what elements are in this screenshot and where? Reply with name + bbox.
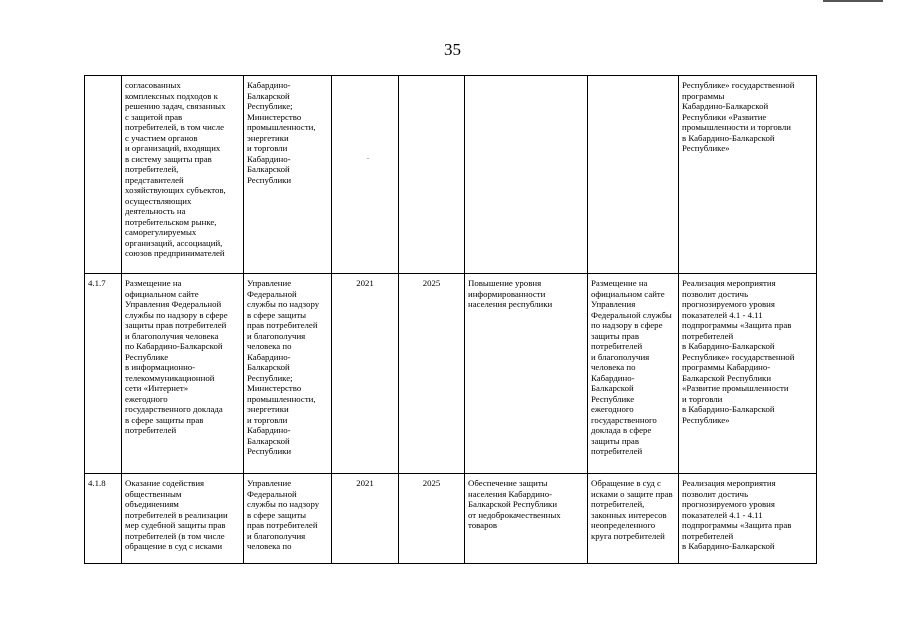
row-number: 4.1.8 <box>85 474 122 564</box>
start-year-cell <box>332 76 399 274</box>
measures-table <box>84 75 817 564</box>
executor-cell: Управление Федеральной службы по надзору в сфере защиты прав потребителей и благополучия человека по <box>244 474 332 564</box>
expected-result-cell <box>465 76 588 274</box>
start-year-cell: 2021 <box>332 274 399 474</box>
expected-result-cell: Обеспечение защиты населения Кабардино- Балкарской Республики от недоброкачественных товаров <box>465 474 588 564</box>
measure-cell: Размещение на официальном сайте Управления Федеральной службы по надзору в сфере защиты прав потребителей и благополучия человека по Кабардино-Балкарской Республике в информационно- телекоммуникационной сети «Интернет» ежегодного государственного доклада в сфере защиты прав потребителей <box>122 274 244 474</box>
row-number <box>85 76 122 274</box>
top-rule <box>823 0 883 2</box>
executor-cell: Управление Федеральной службы по надзору в сфере защиты прав потребителей и благополучия человека по Кабардино- Балкарской Республике; Министерство промышленности, энергетики и торговли Кабардино- Балкарской Республики <box>244 274 332 474</box>
indicator-relation-cell: Реализация мероприятия позволит достичь прогнозируемого уровня показателей 4.1 - 4.11 подпрограммы «Защита прав потребителей в Кабардино-Балкарской Республике» государственной программы Кабардино- Балкарской Республики «Развитие промышленности и торговли в Кабардино-Балкарской Республике» <box>679 274 817 474</box>
measure-cell: согласованных комплексных подходов к решению задач, связанных с защитой прав потребителей, в том числе с участием органов и организаций, входящих в систему защиты прав потребителей, представителей хозяйствующих субъектов, осуществляющих деятельность на потребительском рынке, саморегулируемых организаций, ассоциаций, союзов предпринимателей <box>122 76 244 274</box>
main-directions-cell <box>588 76 679 274</box>
executor-cell: Кабардино- Балкарской Республике; Министерство промышленности, энергетики и торговли Кабардино- Балкарской Республики <box>244 76 332 274</box>
indicator-relation-cell: Реализация мероприятия позволит достичь прогнозируемого уровня показателей 4.1 - 4.11 подпрограммы «Защита прав потребителей в Кабардино-Балкарской <box>679 474 817 564</box>
start-year-cell: 2021 <box>332 474 399 564</box>
indicator-relation-cell: Республике» государственной программы Кабардино-Балкарской Республики «Развитие промышленности и торговли в Кабардино-Балкарской Республике» <box>679 76 817 274</box>
table-row <box>85 274 817 474</box>
end-year-cell: 2025 <box>399 274 465 474</box>
row-number: 4.1.7 <box>85 274 122 474</box>
main-directions-cell: Обращение в суд с исками о защите прав потребителей, законных интересов неопределенного круга потребителей <box>588 474 679 564</box>
expected-result-cell: Повышение уровня информированности населения республики <box>465 274 588 474</box>
measure-cell: Оказание содействия общественным объединениям потребителей в реализации мер судебной защиты прав потребителей (в том числе обращение в суд с исками <box>122 474 244 564</box>
table-row <box>85 474 817 564</box>
main-directions-cell: Размещение на официальном сайте Управления Федеральной службы по надзору в сфере защиты прав потребителей и благополучия человека по Кабардино- Балкарской Республике ежегодного государственного доклада в сфере защиты прав потребителей <box>588 274 679 474</box>
end-year-cell: 2025 <box>399 474 465 564</box>
table-row <box>85 76 817 274</box>
end-year-cell <box>399 76 465 274</box>
page-number: 35 <box>444 40 461 59</box>
stray-mark: . <box>367 152 369 161</box>
